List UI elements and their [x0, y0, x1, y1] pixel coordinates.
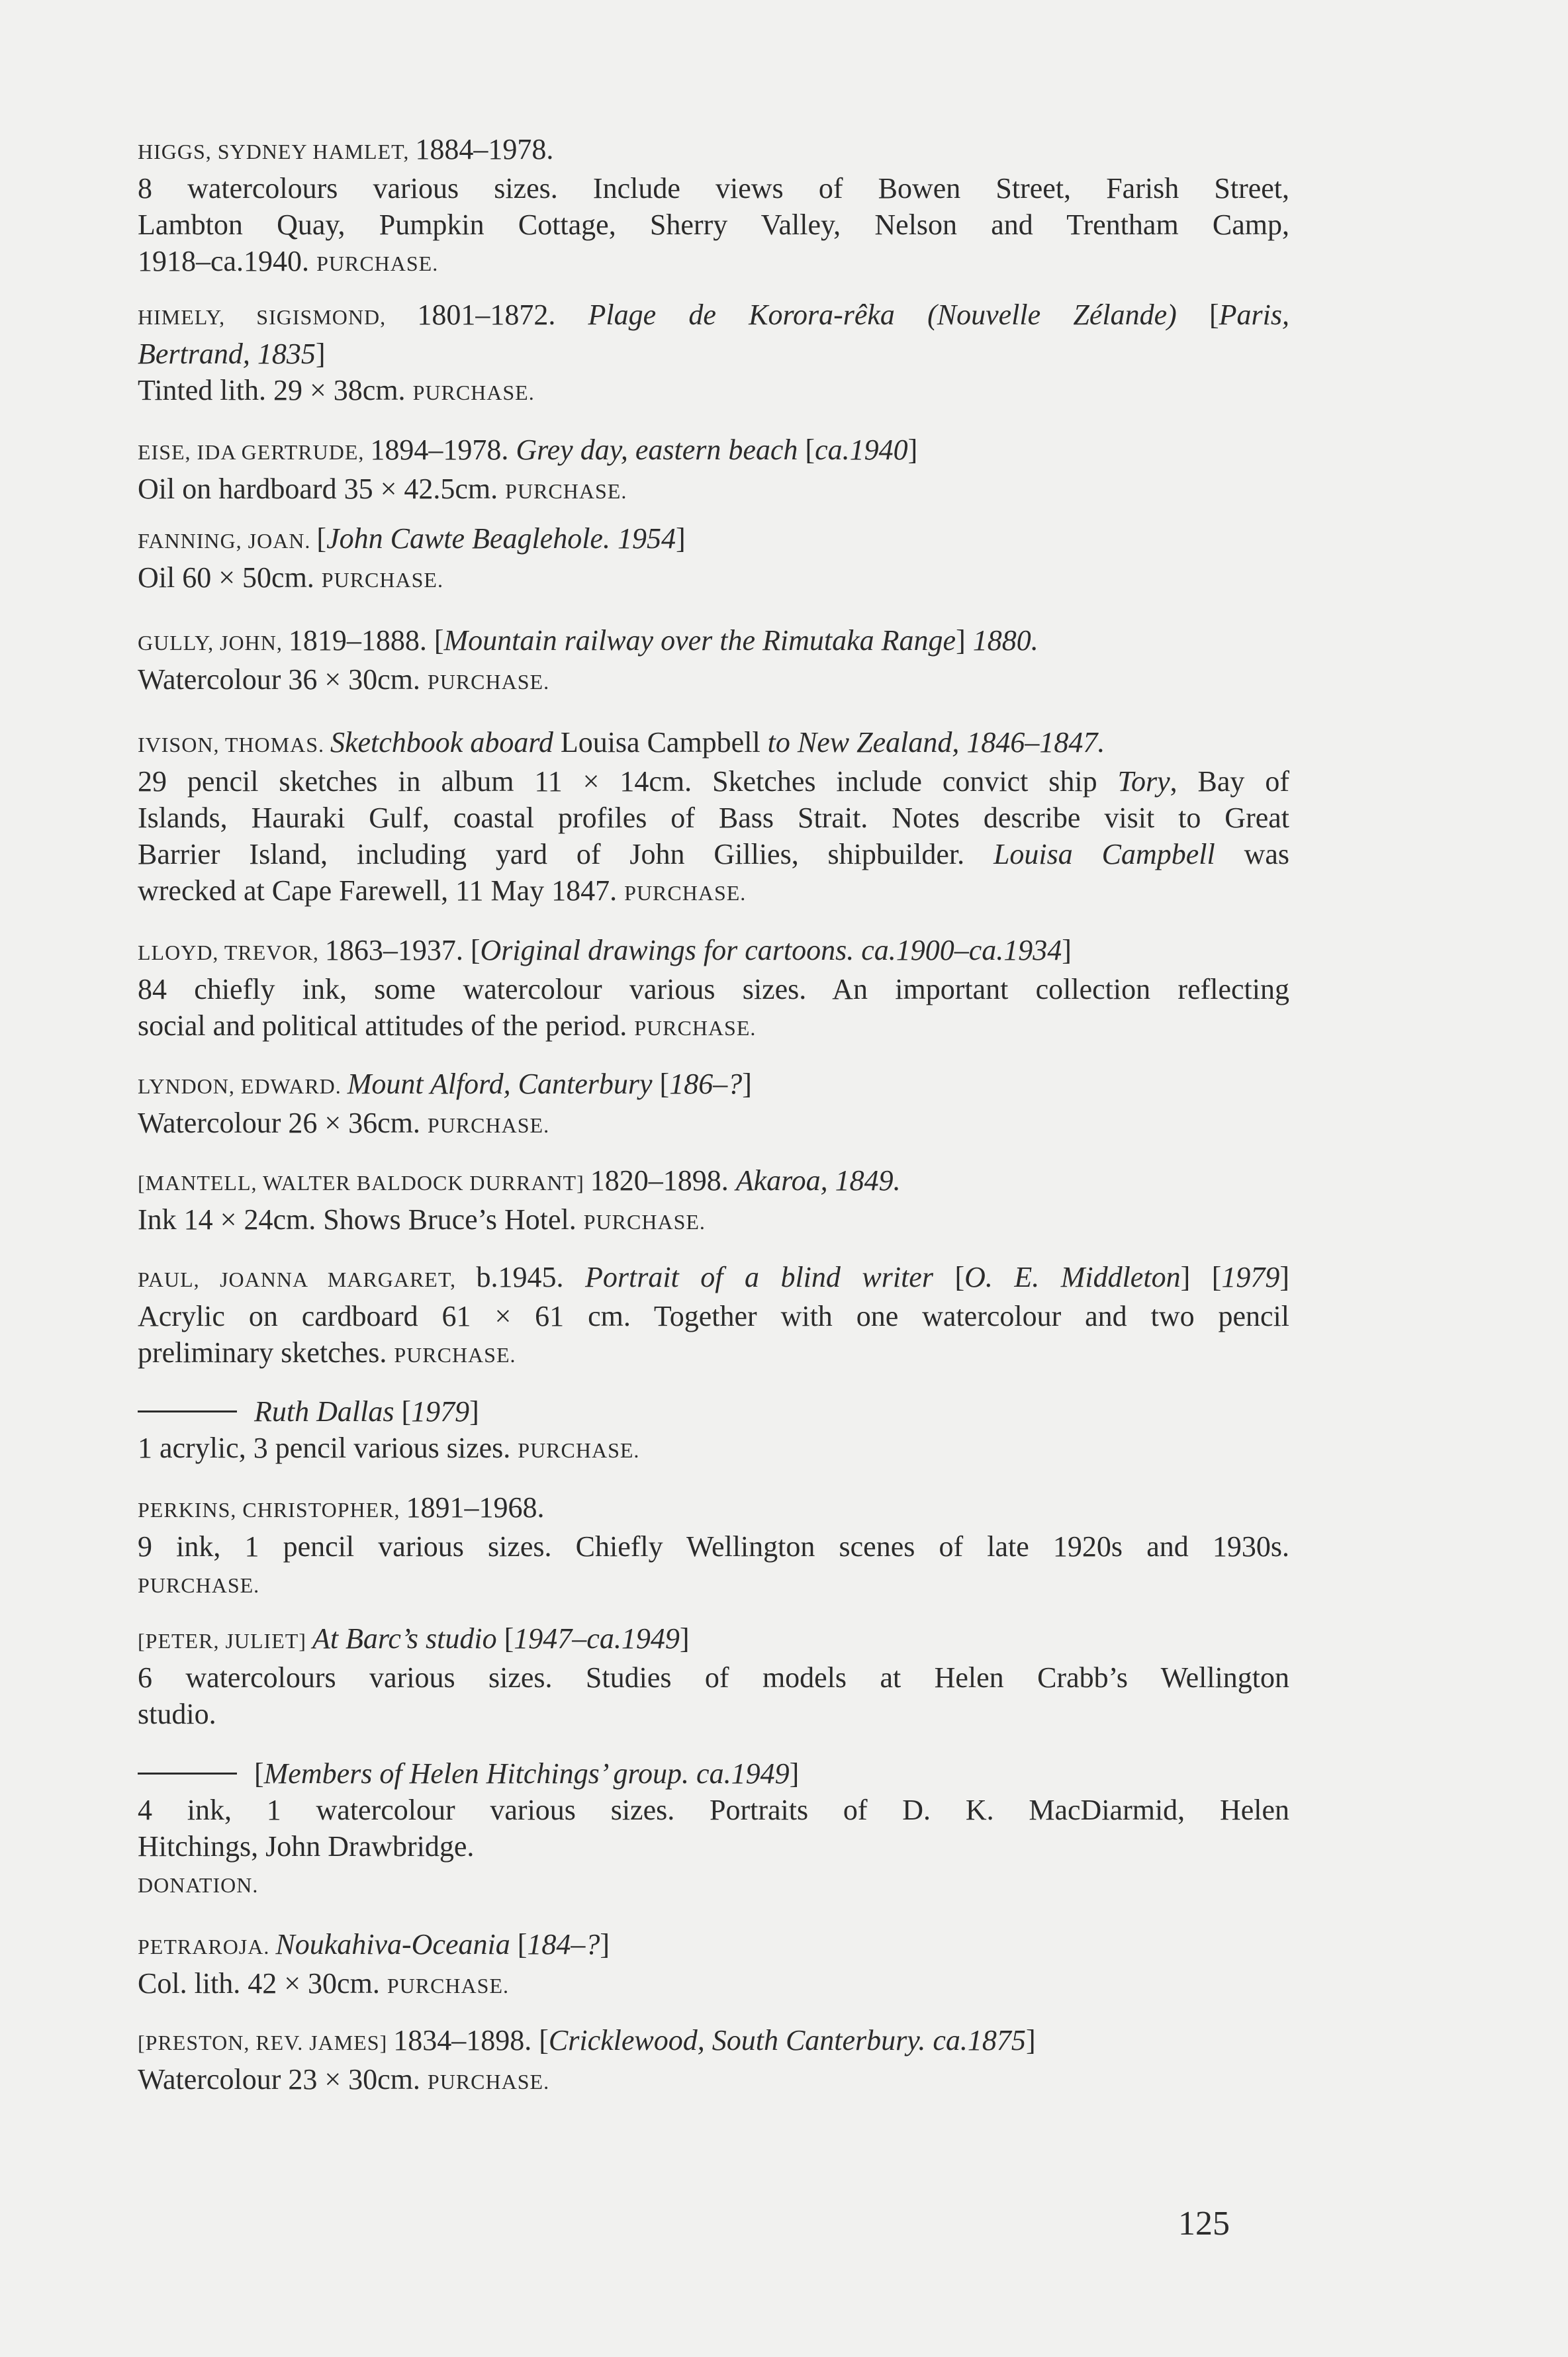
entry-line: [138, 971, 1289, 1007]
entry-text: 4 ink, 1 watercolour various sizes. Portraits of D. K. MacDiarmid, Helen: [138, 1794, 1289, 1826]
entry-heading-text: PERKINS, CHRISTOPHER,: [138, 1498, 406, 1522]
entry-title-text: Cricklewood, South Canterbury. ca.1875: [548, 2024, 1026, 2057]
entry-line: [138, 1489, 1289, 1528]
entry-line: [138, 800, 1289, 836]
entry-title-text: Members of Helen Hitchings’ group. ca.1949: [263, 1757, 790, 1790]
entry-text: ]: [600, 1928, 610, 1961]
entry-line: [138, 1755, 1289, 1792]
entry-text: ]: [675, 522, 686, 555]
entry-line: [138, 1528, 1289, 1565]
entry-title-text: Akaroa, 1849.: [735, 1164, 901, 1197]
entry-line: [138, 836, 1289, 872]
entry-title-text: Mount Alford, Canterbury: [347, 1068, 660, 1100]
entry-line: [138, 872, 1289, 911]
entry-text: 1 acrylic, 3 pencil various sizes.: [138, 1432, 518, 1464]
entry-title-text: Original drawings for cartoons. ca.1900–ca.1934: [480, 934, 1062, 966]
entry-heading-text: HIMELY, SIGISMOND,: [138, 305, 418, 329]
entry-text: Islands, Hauraki Gulf, coastal profiles of Bass Strait. Notes describe visit to Great: [138, 802, 1289, 834]
entry-line: [138, 2022, 1289, 2061]
entry-line: [138, 207, 1289, 243]
entry-heading-text: PURCHASE.: [427, 1113, 550, 1137]
entry-line: [138, 131, 1289, 170]
entry-line: [138, 2061, 1289, 2100]
entry-text: Oil 60 × 50cm.: [138, 561, 322, 594]
entry-text: [: [954, 1261, 965, 1293]
entry-text: Louisa Campbell: [560, 726, 768, 759]
entry-title-text: ca.1940: [815, 434, 908, 466]
entry-heading-text: PAUL, JOANNA MARGARET,: [138, 1268, 477, 1291]
entry-text: [: [504, 1622, 514, 1655]
entry-text: [: [254, 1757, 264, 1790]
entry-title-text: 186–?: [669, 1068, 743, 1100]
entry-heading-text: PURCHASE.: [316, 252, 439, 275]
entry-line: [138, 1659, 1289, 1696]
entry-heading-text: PURCHASE.: [427, 670, 550, 694]
ditto-dash: [138, 1773, 237, 1775]
entry-text: [: [401, 1395, 412, 1428]
entry-title-text: 184–?: [527, 1928, 600, 1961]
entry-text: [: [316, 522, 327, 555]
entry-text: ]: [742, 1068, 752, 1100]
entry-text: Lambton Quay, Pumpkin Cottage, Sherry Valley, Nelson and Trentham Camp,: [138, 208, 1289, 241]
entry-text: 29 pencil sketches in album 11 × 14cm. Sketches include convict ship: [138, 765, 1118, 798]
entry-text: 1820–1898.: [590, 1164, 736, 1197]
entry-line: [138, 297, 1289, 336]
entry-text: 8 watercolours various sizes. Include views of Bowen Street, Farish Street,: [138, 172, 1289, 205]
entry-title-text: Grey day, eastern beach: [516, 434, 806, 466]
catalogue-entry: [138, 622, 1289, 700]
catalogue-entry: [138, 1755, 1289, 1904]
ditto-dash: [138, 1410, 237, 1412]
entry-text: ]: [789, 1757, 800, 1790]
entry-line: [138, 170, 1289, 207]
entry-heading-text: PURCHASE.: [624, 881, 747, 905]
entry-text: [: [517, 1928, 528, 1961]
entry-line: [138, 724, 1289, 763]
entry-line: [138, 1865, 1289, 1904]
entry-text: ]: [1279, 1261, 1290, 1293]
catalogue-entry: [138, 1489, 1289, 1604]
entry-heading-text: PURCHASE.: [583, 1210, 706, 1234]
entry-text: social and political attitudes of the period.: [138, 1009, 635, 1042]
entry-text: 1801–1872.: [417, 299, 588, 331]
entry-title-text: 1979: [1221, 1261, 1280, 1293]
catalogue-entry: [138, 1259, 1289, 1373]
entry-text: [: [1209, 299, 1219, 331]
entry-heading-text: [PRESTON, REV. JAMES]: [138, 2031, 394, 2055]
entry-title-text: Bertrand, 1835: [138, 338, 316, 370]
entry-text: 1884–1978.: [415, 133, 554, 165]
entry-title-text: 1947–ca.1949: [514, 1622, 680, 1655]
entry-title-text: Sketchbook aboard: [330, 726, 561, 759]
entry-heading-text: PETRAROJA.: [138, 1935, 276, 1959]
entry-line: [138, 622, 1289, 661]
entry-text: 9 ink, 1 pencil various sizes. Chiefly Wellington scenes of late 1920s and 1930s.: [138, 1530, 1289, 1563]
entry-text: ]: [956, 624, 973, 657]
entry-title-text: Ruth Dallas: [254, 1395, 402, 1428]
catalogue-entry: [138, 932, 1289, 1046]
entry-title-text: Paris,: [1219, 299, 1289, 331]
catalogue-entry: [138, 1162, 1289, 1240]
entry-text: 1863–1937. [: [324, 934, 481, 966]
entry-text: Watercolour 26 × 36cm.: [138, 1107, 428, 1139]
entry-heading-text: PURCHASE.: [394, 1343, 516, 1367]
catalogue-entry: [138, 1393, 1289, 1469]
entry-text: 6 watercolours various sizes. Studies of models at Helen Crabb’s Wellington: [138, 1661, 1289, 1694]
entry-text: studio.: [138, 1698, 216, 1730]
entry-title-text: to New Zealand, 1846–1847.: [767, 726, 1105, 759]
entry-title-text: 1979: [411, 1395, 470, 1428]
entry-heading-text: PURCHASE.: [138, 1573, 260, 1597]
entry-text: Acrylic on cardboard 61 × 61 cm. Together with one watercolour and two pencil: [138, 1300, 1289, 1332]
page-number: 125: [1178, 2205, 1230, 2242]
entry-heading-text: [PETER, JULIET]: [138, 1629, 312, 1653]
entry-heading-text: FANNING, JOAN.: [138, 529, 317, 553]
entry-heading-text: EISE, IDA GERTRUDE,: [138, 440, 371, 464]
entry-line: [138, 520, 1289, 559]
entry-text: ]: [907, 434, 918, 466]
entry-text: ] [: [1180, 1261, 1222, 1293]
catalogue-entry: [138, 724, 1289, 911]
entry-text: ]: [315, 338, 326, 370]
entry-text: Barrier Island, including yard of John Gillies, shipbuilder.: [138, 838, 993, 870]
entry-line: [138, 1066, 1289, 1105]
entry-line: [138, 372, 1289, 411]
entry-title-text: Tory: [1117, 765, 1170, 798]
entry-title-text: Noukahiva-Oceania: [275, 1928, 518, 1961]
entry-text: 1834–1898. [: [393, 2024, 549, 2057]
entry-text: Tinted lith. 29 × 38cm.: [138, 374, 413, 406]
catalogue-entry: [138, 2022, 1289, 2100]
entry-text: Hitchings, John Drawbridge.: [138, 1830, 475, 1863]
entry-text: 84 chiefly ink, some watercolour various sizes. An important collection reflecting: [138, 973, 1289, 1005]
entry-text: Ink 14 × 24cm. Shows Bruce’s Hotel.: [138, 1203, 584, 1236]
entry-line: [138, 1007, 1289, 1046]
entry-line: [138, 1696, 1289, 1732]
entry-title-text: Louisa Campbell: [993, 838, 1215, 870]
entry-text: 1918–ca.1940.: [138, 245, 317, 277]
entry-line: [138, 1926, 1289, 1965]
entry-text: ]: [679, 1622, 690, 1655]
entry-text: b.1945.: [476, 1261, 585, 1293]
entry-heading-text: LLOYD, TREVOR,: [138, 941, 325, 964]
catalogue-entry: [138, 297, 1289, 411]
entry-heading-text: PURCHASE.: [321, 568, 443, 592]
catalogue-entry: [138, 520, 1289, 598]
entry-title-text: 1880.: [972, 624, 1038, 657]
entry-text: 1894–1978.: [370, 434, 516, 466]
catalogue-entry: [138, 1066, 1289, 1144]
entry-text: , Bay of: [1170, 765, 1289, 798]
entry-title-text: Portrait of a blind writer: [584, 1261, 955, 1293]
entry-line: [138, 932, 1289, 971]
entry-line: [138, 1565, 1289, 1604]
entry-text: [: [805, 434, 815, 466]
entry-line: [138, 1298, 1289, 1334]
entry-line: [138, 1965, 1289, 2004]
catalogue-entry: [138, 131, 1289, 282]
entry-heading-text: LYNDON, EDWARD.: [138, 1074, 347, 1098]
entry-text: wrecked at Cape Farewell, 11 May 1847.: [138, 874, 625, 907]
entry-text: ]: [1062, 934, 1072, 966]
entry-heading-text: PURCHASE.: [518, 1438, 640, 1462]
entry-text: ]: [469, 1395, 479, 1428]
entry-line: [138, 1430, 1289, 1469]
entry-text: Oil on hardboard 35 × 42.5cm.: [138, 473, 506, 505]
entry-text: Watercolour 36 × 30cm.: [138, 663, 428, 696]
entry-heading-text: IVISON, THOMAS.: [138, 733, 330, 757]
entry-line: [138, 1105, 1289, 1144]
entry-text: Col. lith. 42 × 30cm.: [138, 1967, 387, 2000]
entry-title-text: At Barc’s studio: [312, 1622, 504, 1655]
entry-line: [138, 243, 1289, 282]
entry-text: ]: [1025, 2024, 1036, 2057]
catalogue-entry: [138, 1620, 1289, 1732]
entry-line: [138, 471, 1289, 510]
entry-line: [138, 1792, 1289, 1828]
catalogue-entry: [138, 1926, 1289, 2004]
entry-title-text: Mountain railway over the Rimutaka Range: [443, 624, 956, 657]
entry-line: [138, 1334, 1289, 1373]
entry-line: [138, 1393, 1289, 1430]
entry-line: [138, 559, 1289, 598]
entry-title-text: John Cawte Beaglehole. 1954: [326, 522, 676, 555]
entry-title-text: Plage de Korora-rêka (Nouvelle Zélande): [588, 299, 1209, 331]
entry-heading-text: PURCHASE.: [412, 381, 535, 404]
entry-line: [138, 1259, 1289, 1298]
entry-text: was: [1215, 838, 1290, 870]
entry-line: [138, 1620, 1289, 1659]
entry-heading-text: PURCHASE.: [634, 1016, 757, 1040]
entry-line: [138, 661, 1289, 700]
entry-line: [138, 1828, 1289, 1865]
entry-heading-text: HIGGS, SYDNEY HAMLET,: [138, 140, 416, 163]
entry-line: [138, 1201, 1289, 1240]
entry-text: preliminary sketches.: [138, 1336, 394, 1369]
catalogue-entry: [138, 432, 1289, 510]
entry-line: [138, 1162, 1289, 1201]
entry-line: [138, 432, 1289, 471]
entry-text: 1891–1968.: [406, 1491, 545, 1524]
entry-line: [138, 763, 1289, 800]
entry-line: [138, 336, 1289, 372]
entry-heading-text: PURCHASE.: [505, 479, 627, 503]
entry-heading-text: [MANTELL, WALTER BALDOCK DURRANT]: [138, 1171, 590, 1195]
entry-heading-text: GULLY, JOHN,: [138, 631, 289, 655]
entry-text: Watercolour 23 × 30cm.: [138, 2063, 428, 2096]
entry-heading-text: DONATION.: [138, 1873, 259, 1897]
entry-heading-text: PURCHASE.: [387, 1974, 509, 1998]
entry-title-text: O. E. Middleton: [964, 1261, 1181, 1293]
entry-heading-text: PURCHASE.: [427, 2070, 550, 2094]
entry-text: 1819–1888. [: [288, 624, 444, 657]
entry-text: [: [659, 1068, 670, 1100]
